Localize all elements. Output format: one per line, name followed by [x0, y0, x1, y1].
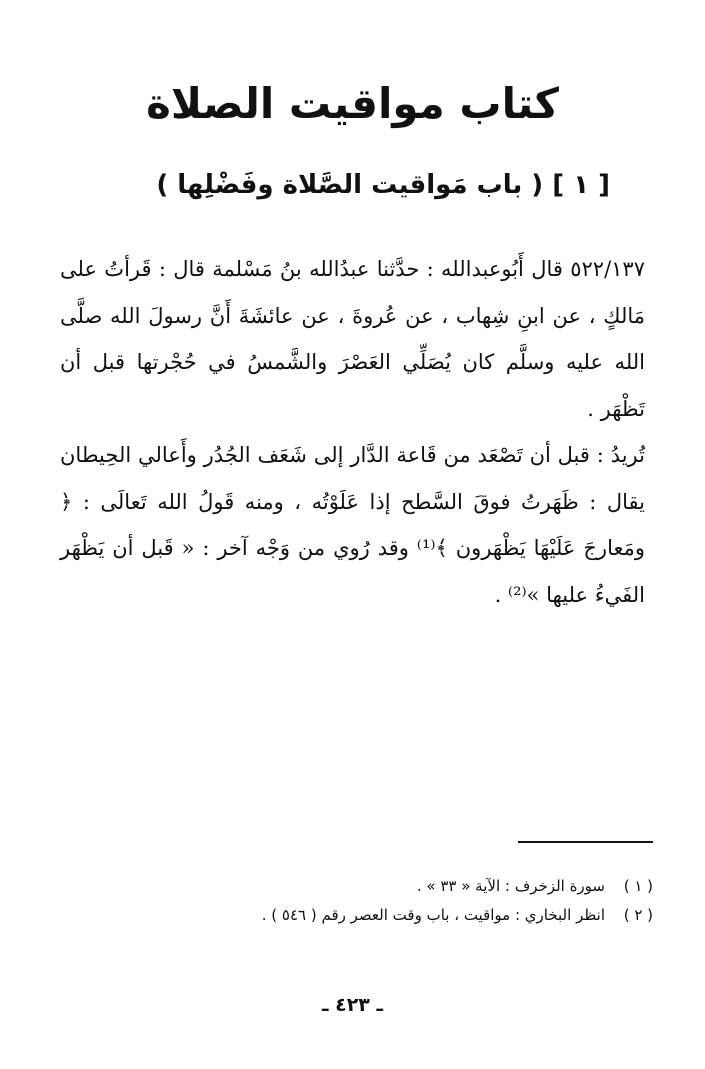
footnote-item	[93, 901, 653, 930]
hadith-paragraph: ٥٢٢/١٣٧ قال أَبُوعبدالله : حدَّثنا عبدُالله بنُ مَسْلمة قال : قَرأتُ على مَالكٍ ، عن ابنِ شِهاب ، عن عُروةَ ، عن عائشَةَ أَنَّ رسولَ الله صلَّى الله عليه وسلَّم كان يُصَلِّي العَصْرَ والشَّمسُ في حُجْرتها قبل أن تَظْهَر .	[60, 257, 645, 421]
footnote-number: ( ١ )	[623, 877, 653, 895]
footnote-text: انظر البخاري : مواقيت ، باب وقت العصر رقم ( ٥٤٦ ) .	[261, 906, 605, 924]
body-text	[60, 246, 645, 618]
footnote-separator	[518, 841, 653, 843]
chapter-title: [ ١ ] ( باب مَواقيت الصَّلاة وفَضْلِها )	[156, 170, 610, 200]
commentary-paragraph: تُريدُ : قبل أن تَصْعَد من قَاعة الدَّار إلى شَعَف الجُدُر وأَعالي الحِيطان يقال : ظَهَرتُ فوقَ السَّطح إذا عَلَوْتُه ، ومنه قَولُ الله تَعالَى : ﴿ ومَعارجَ عَلَيْهَا يَظْهَرون ﴾⁽¹⁾ وقد رُوي من وَجْه آخر : « قَبل أن يَظْهَر الفَيءُ عليها »⁽²⁾ .	[60, 443, 645, 607]
footnote-number: ( ٢ )	[623, 906, 653, 924]
page-number: ـ ٤٢٣ ـ	[321, 994, 383, 1016]
footnote-item	[93, 872, 653, 901]
footnotes	[93, 872, 653, 930]
footnote-text: سورة الزخرف : الآية « ٣٣ » .	[416, 877, 605, 895]
book-title: كتاب مواقيت الصلاة	[146, 79, 559, 128]
